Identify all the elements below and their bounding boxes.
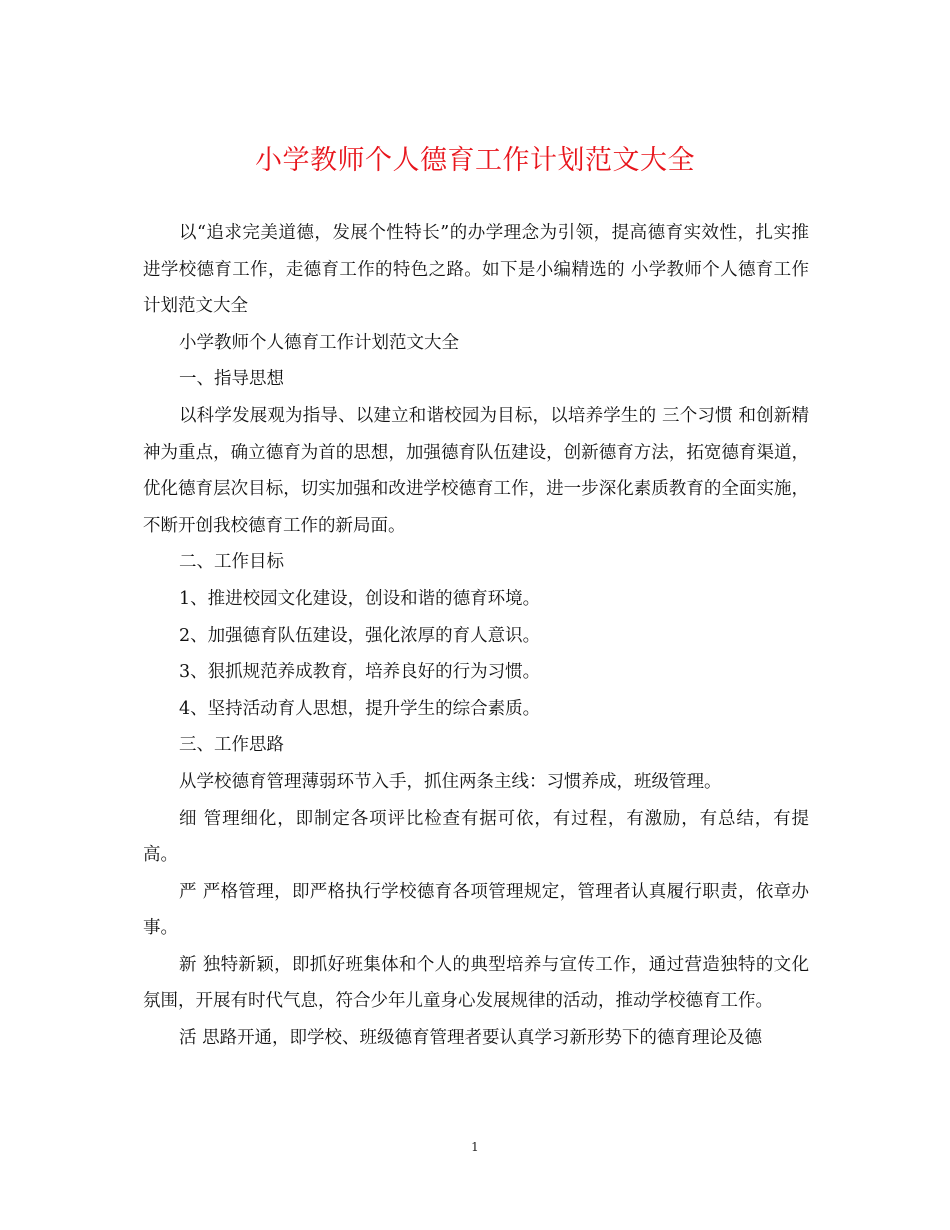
list-item-goal-3: 3、狠抓规范养成教育，培养良好的行为习惯。 bbox=[179, 662, 541, 683]
list-item-goal-2: 2、加强德育队伍建设，强化浓厚的育人意识。 bbox=[179, 625, 541, 646]
paragraph-active: 活 思路开通，即学校、班级德育管理者要认真学习新形势下的德育理论及德 bbox=[179, 1028, 763, 1049]
paragraph-intro: 以“追求完美道德，发展个性特长”的办学理念为引领，提高德育实效性，扎实推进学校德育工作，走德育工作的特色之路。如下是小编精选的 小学教师个人德育工作计划范文大全 bbox=[143, 223, 809, 317]
page-number: 1 bbox=[471, 1140, 479, 1154]
paragraph-subtitle: 小学教师个人德育工作计划范文大全 bbox=[179, 332, 459, 353]
paragraph-novel: 新 独特新颖，即抓好班集体和个人的典型培养与宣传工作，通过营造独特的文化氛围，开展有时代气息，符合少年儿童身心发展规律的活动，推动学校德育工作。 bbox=[143, 954, 809, 1012]
document-title: 小学教师个人德育工作计划范文大全 bbox=[255, 145, 695, 176]
heading-work-approach: 三、工作思路 bbox=[179, 735, 284, 756]
document-body bbox=[143, 215, 809, 1057]
list-item-goal-4: 4、坚持活动育人思想，提升学生的综合素质。 bbox=[179, 698, 541, 719]
paragraph-guiding-ideology: 以科学发展观为指导、以建立和谐校园为目标，以培养学生的 三个习惯 和创新精神为重点，确立德育为首的思想，加强德育队伍建设，创新德育方法，拓宽德育渠道，优化德育层次目标，切实加强和改进学校德育工作，进一步深化素质教育的全面实施，不断开创我校德育工作的新局面。 bbox=[143, 405, 809, 536]
heading-guiding-ideology: 一、指导思想 bbox=[179, 369, 284, 390]
paragraph-main-lines: 从学校德育管理薄弱环节入手，抓住两条主线：习惯养成，班级管理。 bbox=[179, 771, 722, 792]
list-item-goal-1: 1、推进校园文化建设，创设和谐的德育环境。 bbox=[179, 588, 541, 609]
paragraph-detail: 细 管理细化，即制定各项评比检查有据可依，有过程，有激励，有总结，有提高。 bbox=[143, 808, 809, 866]
paragraph-strict: 严 严格管理，即严格执行学校德育各项管理规定，管理者认真履行职责，依章办事。 bbox=[143, 881, 809, 939]
heading-work-goals: 二、工作目标 bbox=[179, 552, 284, 573]
